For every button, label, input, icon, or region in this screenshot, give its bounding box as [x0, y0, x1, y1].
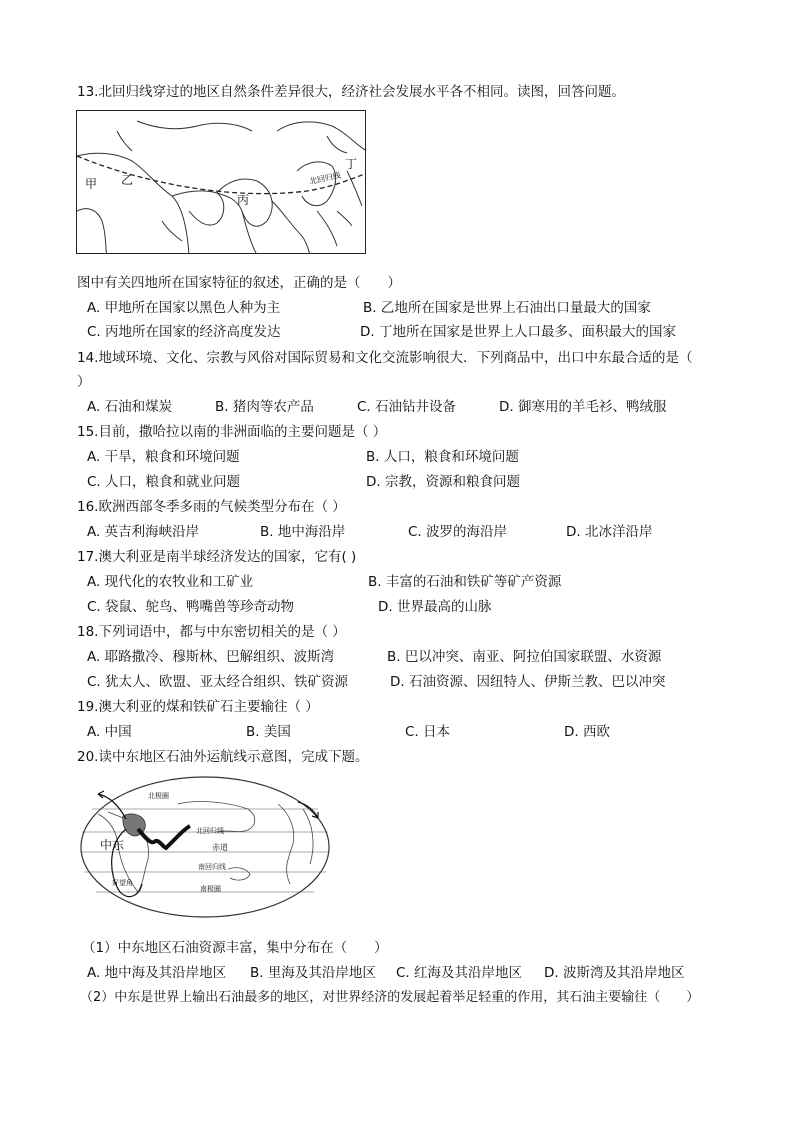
- q20-sub1-option-c[interactable]: C. 红海及其沿岸地区: [396, 965, 523, 981]
- label-zhongdong: 中东: [100, 838, 125, 852]
- q16-option-b[interactable]: B. 地中海沿岸: [260, 524, 346, 540]
- q17-option-d[interactable]: D. 世界最高的山脉: [378, 599, 492, 615]
- label-south-polar: 南极圈: [200, 885, 221, 893]
- q15-option-a[interactable]: A. 干旱，粮食和环境问题: [87, 449, 240, 465]
- q19-option-a[interactable]: A. 中国: [87, 724, 132, 740]
- q17-stem: 17.澳大利亚是南半球经济发达的国家，它有( ): [77, 549, 357, 565]
- q18-stem: 18.下列词语中，都与中东密切相关的是（ ）: [77, 624, 346, 640]
- q18-option-a[interactable]: A. 耶路撒冷、穆斯林、巴解组织、波斯湾: [87, 649, 335, 665]
- q18-option-b[interactable]: B. 巴以冲突、南亚、阿拉伯国家联盟、水资源: [387, 649, 662, 665]
- map-label-bing: 丙: [237, 193, 250, 207]
- q14-option-b[interactable]: B. 猪肉等农产品: [215, 399, 314, 415]
- q19-option-d[interactable]: D. 西欧: [564, 724, 610, 740]
- q17-option-a[interactable]: A. 现代化的农牧业和工矿业: [87, 574, 254, 590]
- label-tropic-n: 北回归线: [196, 827, 224, 835]
- label-tropic-s: 南回归线: [198, 863, 226, 871]
- q16-option-a[interactable]: A. 英吉利海峡沿岸: [87, 524, 200, 540]
- q20-sub1-option-d[interactable]: D. 波斯湾及其沿岸地区: [544, 965, 685, 981]
- q13-option-d[interactable]: D. 丁地所在国家是世界上人口最多、面积最大的国家: [360, 324, 676, 340]
- q18-option-d[interactable]: D. 石油资源、因纽特人、伊斯兰教、巴以冲突: [390, 674, 666, 690]
- q20-sub1: （1）中东地区石油资源丰富，集中分布在（ ）: [82, 940, 388, 956]
- q20-stem: 20.读中东地区石油外运航线示意图，完成下题。: [77, 749, 369, 765]
- q16-stem: 16.欧洲西部冬季多雨的气候类型分布在（ ）: [77, 499, 346, 515]
- q15-option-c[interactable]: C. 人口，粮食和就业问题: [87, 474, 241, 490]
- label-cape: 好望角: [112, 879, 133, 887]
- q15-option-b[interactable]: B. 人口，粮食和环境问题: [366, 449, 519, 465]
- q13-option-b[interactable]: B. 乙地所在国家是世界上石油出口量最大的国家: [363, 300, 651, 316]
- label-north-polar: 北极圈: [148, 792, 169, 800]
- q16-option-c[interactable]: C. 波罗的海沿岸: [408, 524, 508, 540]
- q14-stem-end: ）: [77, 374, 91, 390]
- q13-option-a[interactable]: A. 甲地所在国家以黑色人种为主: [87, 300, 281, 316]
- q17-option-c[interactable]: C. 袋鼠、鸵鸟、鸭嘴兽等珍奇动物: [87, 599, 295, 615]
- q14-stem: 14.地域环境、文化、宗教与风俗对国际贸易和文化交流影响很大．下列商品中，出口中东最合适的是（: [77, 350, 693, 366]
- map-label-tropic: 北回归线: [308, 170, 342, 187]
- q13-question: 图中有关四地所在国家特征的叙述，正确的是（ ）: [77, 275, 401, 291]
- q15-option-d[interactable]: D. 宗教，资源和粮食问题: [366, 474, 520, 490]
- q13-map: [76, 110, 366, 254]
- q14-option-d[interactable]: D. 御寒用的羊毛衫、鸭绒服: [499, 399, 667, 415]
- q18-option-c[interactable]: C. 犹太人、欧盟、亚太经合组织、铁矿资源: [87, 674, 349, 690]
- q13-stem: 13.北回归线穿过的地区自然条件差异很大，经济社会发展水平各不相同。读图，回答问题。: [77, 84, 625, 100]
- map-label-yi: 乙: [121, 173, 134, 187]
- map-label-ding: 丁: [345, 157, 358, 171]
- label-equator: 赤道: [212, 843, 228, 852]
- map-label-jia: 甲: [85, 177, 98, 191]
- q13-option-c[interactable]: C. 丙地所在国家的经济高度发达: [87, 324, 281, 340]
- q16-option-d[interactable]: D. 北冰洋沿岸: [566, 524, 653, 540]
- q20-sub1-option-b[interactable]: B. 里海及其沿岸地区: [250, 965, 376, 981]
- q20-map: [78, 774, 332, 920]
- q17-option-b[interactable]: B. 丰富的石油和铁矿等矿产资源: [368, 574, 562, 590]
- q20-sub2: （2）中东是世界上输出石油最多的地区，对世界经济的发展起着举足轻重的作用，其石油主要输往（ ）: [80, 990, 700, 1005]
- q14-option-c[interactable]: C. 石油钻井设备: [357, 399, 457, 415]
- q20-sub1-option-a[interactable]: A. 地中海及其沿岸地区: [87, 965, 227, 981]
- q19-option-b[interactable]: B. 美国: [246, 724, 291, 740]
- q19-option-c[interactable]: C. 日本: [405, 724, 451, 740]
- q15-stem: 15.目前，撒哈拉以南的非洲面临的主要问题是（ ）: [77, 424, 387, 440]
- q19-stem: 19.澳大利亚的煤和铁矿石主要输往（ ）: [77, 699, 319, 715]
- q14-option-a[interactable]: A. 石油和煤炭: [87, 399, 173, 415]
